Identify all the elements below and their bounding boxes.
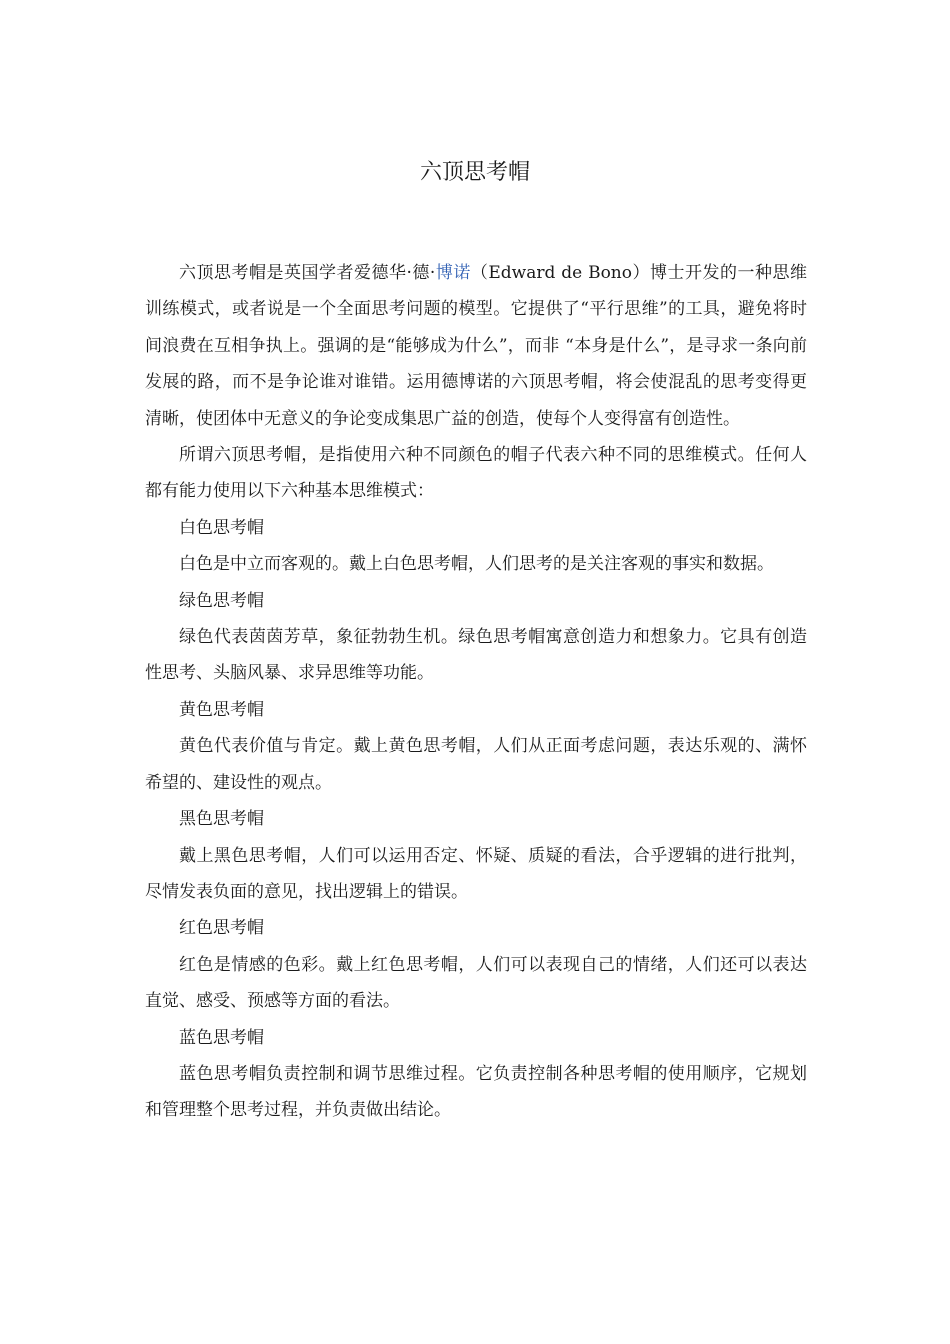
intro-text-before-link: 六顶思考帽是英国学者爱德华·德· <box>179 263 436 283</box>
intro-text-after-link: （Edward de Bono）博士开发的一种思维训练模式，或者说是一个全面思考问题的模型。它提供了“平行思维”的工具，避免将时间浪费在互相争执上。强调的是“能够成为什么”，而非 “本身是什么”，是寻求一条向前发展的路，而不是争论谁对谁错。运用德博诺的六顶思考帽，将会使混乱的思考变得更清晰，使团体中无意义的争论变成集思广益的创造，使每个人变得富有创造性。 <box>145 263 808 429</box>
hat-heading-green: 绿色思考帽 <box>179 590 264 611</box>
hat-heading-white: 白色思考帽 <box>179 517 264 538</box>
hat-heading-yellow: 黄色思考帽 <box>179 699 264 720</box>
hat-heading-blue: 蓝色思考帽 <box>179 1027 264 1048</box>
hat-heading-red: 红色思考帽 <box>179 918 264 939</box>
overview-paragraph: 所谓六顶思考帽，是指使用六种不同颜色的帽子代表六种不同的思维模式。任何人都有能力使用以下六种基本思维模式： <box>145 445 807 502</box>
hat-text-blue: 蓝色思考帽负责控制和调节思维过程。它负责控制各种思考帽的使用顺序，它规划和管理整个思考过程，并负责做出结论。 <box>145 1063 807 1121</box>
intro-paragraph <box>145 255 807 437</box>
hat-text-red: 红色是情感的色彩。戴上红色思考帽，人们可以表现自己的情绪，人们还可以表达直觉、感受、预感等方面的看法。 <box>145 954 807 1012</box>
hat-text-yellow: 黄色代表价值与肯定。戴上黄色思考帽，人们从正面考虑问题，表达乐观的、满怀希望的、建设性的观点。 <box>145 736 807 793</box>
hat-text-white: 白色是中立而客观的。戴上白色思考帽，人们思考的是关注客观的事实和数据。 <box>179 554 774 575</box>
hat-text-black: 戴上黑色思考帽，人们可以运用否定、怀疑、质疑的看法，合乎逻辑的进行批判，尽情发表负面的意见，找出逻辑上的错误。 <box>145 845 807 902</box>
author-link[interactable]: 博诺 <box>435 263 471 283</box>
document-body <box>145 255 807 1129</box>
hat-heading-black: 黑色思考帽 <box>179 809 264 830</box>
document-title: 六顶思考帽 <box>419 160 530 185</box>
hat-text-green: 绿色代表茵茵芳草，象征勃勃生机。绿色思考帽寓意创造力和想象力。它具有创造性思考、头脑风暴、求异思维等功能。 <box>145 627 807 684</box>
